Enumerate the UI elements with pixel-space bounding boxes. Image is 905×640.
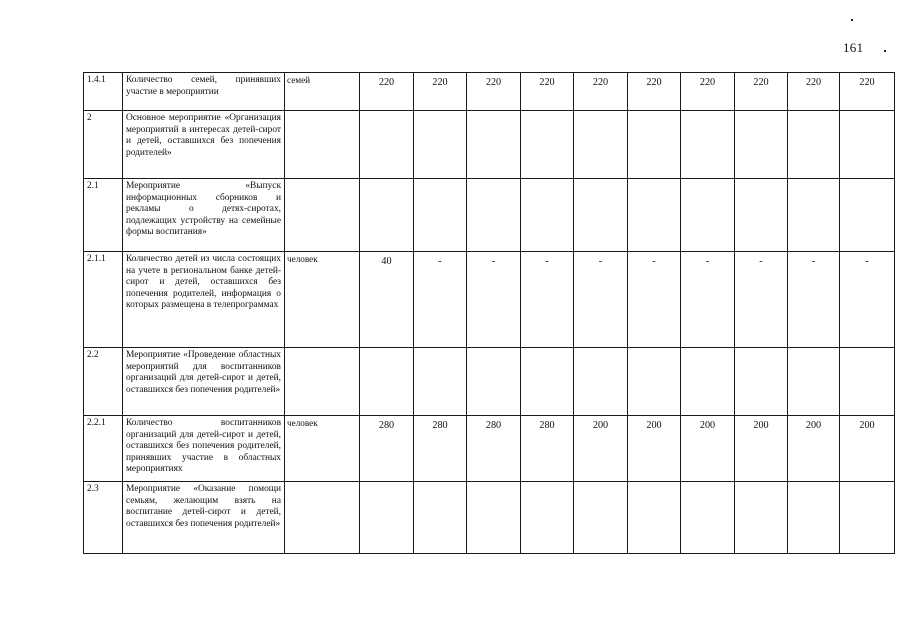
value-cell (414, 348, 467, 416)
value-cell: 220 (681, 73, 735, 111)
value-cell (735, 348, 788, 416)
row-number-cell: 1.4.1 (84, 73, 123, 111)
value-cell: 200 (735, 416, 788, 482)
value-cell: 40 (360, 252, 414, 348)
table-row (84, 348, 895, 416)
value-cell (840, 482, 895, 554)
value-cell (574, 348, 628, 416)
value-cell (414, 111, 467, 179)
value-cell (467, 179, 521, 252)
value-cell: - (735, 252, 788, 348)
value-cell: 280 (414, 416, 467, 482)
value-cell (735, 482, 788, 554)
value-cell (788, 348, 840, 416)
value-cell (840, 348, 895, 416)
value-cell: - (788, 252, 840, 348)
value-cell: 200 (788, 416, 840, 482)
value-cell: - (840, 252, 895, 348)
description-cell: Количество воспитанников организаций для детей-сирот и детей, оставшихся без попечения родителей, принявших участие в областных мероприятиях (123, 416, 285, 482)
value-cell (360, 348, 414, 416)
scan-speck-right (884, 50, 886, 52)
value-cell (788, 111, 840, 179)
value-cell (628, 111, 681, 179)
value-cell: - (681, 252, 735, 348)
value-cell (574, 482, 628, 554)
table-body (84, 73, 895, 554)
unit-cell: человек (285, 416, 360, 482)
table-row (84, 179, 895, 252)
row-number-cell: 2.3 (84, 482, 123, 554)
unit-cell (285, 111, 360, 179)
table-row (84, 111, 895, 179)
unit-cell (285, 348, 360, 416)
value-cell (467, 482, 521, 554)
value-cell: 280 (521, 416, 574, 482)
description-cell: Количество семей, принявших участие в мероприятии (123, 73, 285, 111)
value-cell (521, 348, 574, 416)
unit-cell (285, 482, 360, 554)
table-row (84, 416, 895, 482)
table-row (84, 252, 895, 348)
value-cell (840, 179, 895, 252)
row-number-cell: 2.2 (84, 348, 123, 416)
description-cell: Количество детей из числа состоящих на учете в региональном банке детей-сирот и детей, оставшихся без попечения родителей, информация о которых размещена в телепрограммах (123, 252, 285, 348)
value-cell (735, 179, 788, 252)
unit-cell (285, 179, 360, 252)
value-cell: - (628, 252, 681, 348)
value-cell: 220 (788, 73, 840, 111)
value-cell (788, 179, 840, 252)
value-cell (681, 111, 735, 179)
value-cell (360, 482, 414, 554)
value-cell (840, 111, 895, 179)
value-cell (360, 179, 414, 252)
value-cell (628, 348, 681, 416)
value-cell (414, 482, 467, 554)
value-cell: 220 (360, 73, 414, 111)
value-cell: 220 (735, 73, 788, 111)
table-row (84, 482, 895, 554)
value-cell (628, 482, 681, 554)
description-cell: Мероприятие «Проведение областных мероприятий для воспитанников организаций для детей-сирот и детей, оставшихся без попечения родителей» (123, 348, 285, 416)
description-cell: Мероприятие «Выпуск информационных сборников и рекламы о детях-сиротах, подлежащих устройству на семейные формы воспитания» (123, 179, 285, 252)
unit-cell: человек (285, 252, 360, 348)
value-cell (521, 482, 574, 554)
value-cell: 280 (360, 416, 414, 482)
value-cell (521, 111, 574, 179)
value-cell (735, 111, 788, 179)
value-cell (628, 179, 681, 252)
row-number-cell: 2 (84, 111, 123, 179)
value-cell (521, 179, 574, 252)
value-cell (467, 111, 521, 179)
value-cell: 220 (840, 73, 895, 111)
value-cell: 280 (467, 416, 521, 482)
value-cell (574, 179, 628, 252)
value-cell (681, 179, 735, 252)
value-cell: 200 (840, 416, 895, 482)
value-cell: - (574, 252, 628, 348)
value-cell (467, 348, 521, 416)
indicators-table (83, 72, 895, 554)
value-cell (414, 179, 467, 252)
table-row (84, 73, 895, 111)
value-cell (360, 111, 414, 179)
value-cell: - (521, 252, 574, 348)
row-number-cell: 2.2.1 (84, 416, 123, 482)
value-cell: 220 (521, 73, 574, 111)
value-cell (681, 482, 735, 554)
value-cell: 200 (574, 416, 628, 482)
unit-cell: семей (285, 73, 360, 111)
description-cell: Мероприятие «Оказание помощи семьям, желающим взять на воспитание детей-сирот и детей, оставшихся без попечения родителей» (123, 482, 285, 554)
value-cell: 220 (467, 73, 521, 111)
value-cell: 200 (681, 416, 735, 482)
value-cell: 220 (574, 73, 628, 111)
description-cell: Основное мероприятие «Организация мероприятий в интересах детей-сирот и детей, оставшихся без попечения родителей» (123, 111, 285, 179)
value-cell (788, 482, 840, 554)
value-cell: - (467, 252, 521, 348)
row-number-cell: 2.1.1 (84, 252, 123, 348)
value-cell (574, 111, 628, 179)
page-number: 161 (843, 40, 864, 55)
value-cell: 220 (628, 73, 681, 111)
value-cell: 200 (628, 416, 681, 482)
value-cell: 220 (414, 73, 467, 111)
value-cell (681, 348, 735, 416)
scan-speck-top (851, 19, 853, 21)
value-cell: - (414, 252, 467, 348)
row-number-cell: 2.1 (84, 179, 123, 252)
